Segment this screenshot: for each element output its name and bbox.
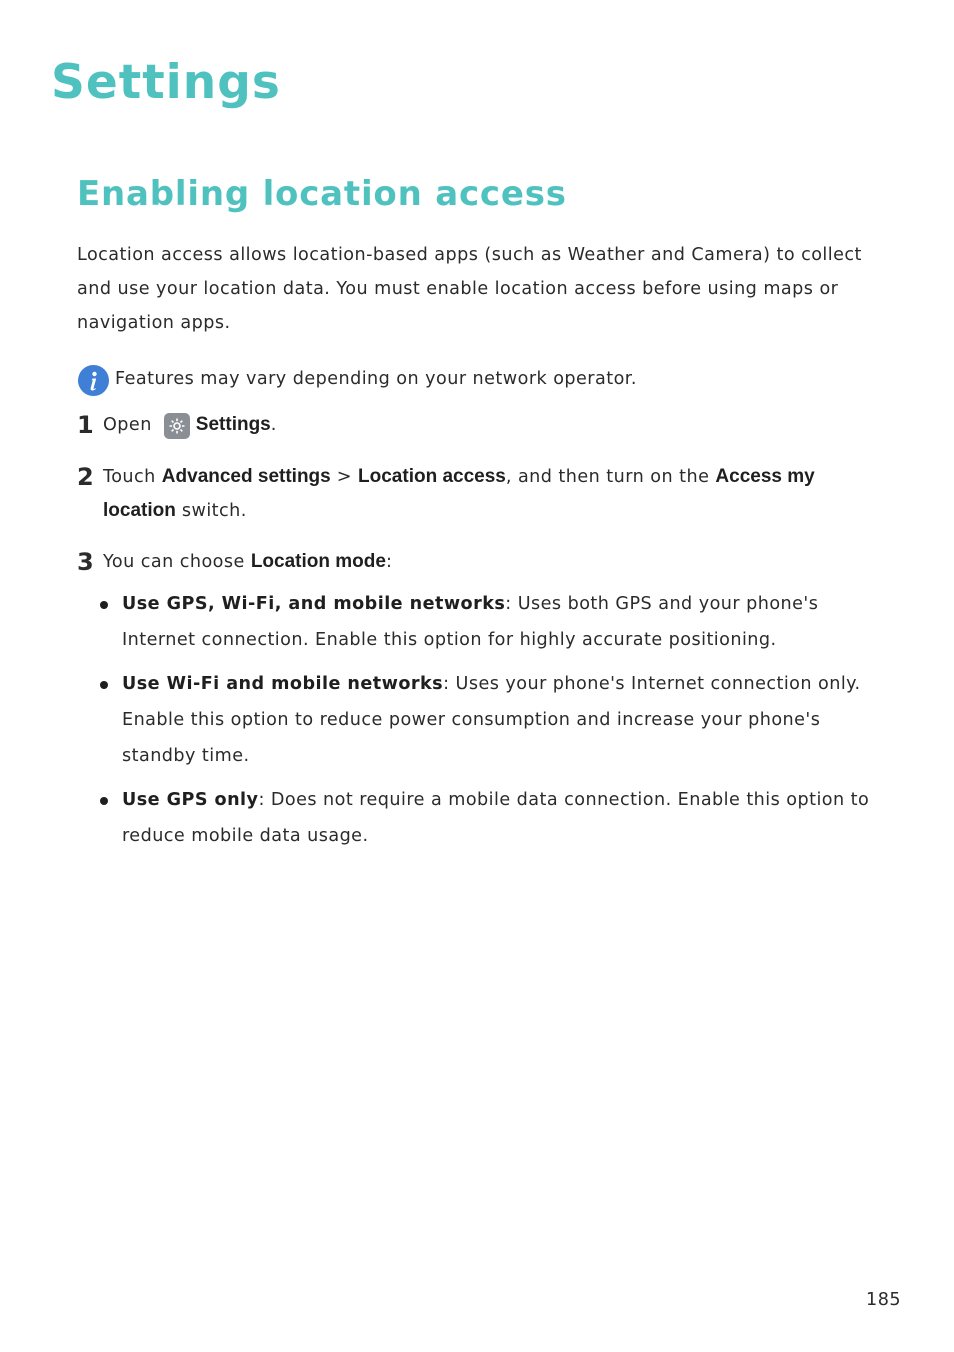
note-text: Features may vary depending on your network operator. <box>115 368 637 389</box>
path-separator: > <box>330 467 359 487</box>
mode-description: : Uses both GPS and your phone's Internet connection. Enable this option for highly accurate positioning. <box>122 594 819 650</box>
step-text <box>103 545 877 579</box>
step-2 <box>77 460 877 528</box>
list-item <box>98 782 888 854</box>
step-text-touch: Touch <box>103 467 162 487</box>
step-text-colon: : <box>385 552 393 572</box>
mode-name: Use GPS only <box>122 790 259 810</box>
chapter-title: Settings <box>51 55 281 110</box>
step-text-switch: switch. <box>175 501 247 521</box>
step-text-middle: , and then turn on the <box>505 467 716 487</box>
step-number: 2 <box>77 463 94 491</box>
step-number: 3 <box>77 548 94 576</box>
info-icon <box>78 365 109 396</box>
intro-paragraph: Location access allows location-based apps (such as Weather and Camera) to collect and use your location data. You must enable location access before using maps or navigation apps. <box>77 245 862 333</box>
step-text-choose: You can choose <box>103 552 251 572</box>
list-item <box>98 586 888 658</box>
step-3 <box>77 545 877 579</box>
mode-name: Use Wi-Fi and mobile networks <box>122 674 444 694</box>
mode-description: : Uses your phone's Internet connection only. Enable this option to reduce power consumption and increase your phone's standby time. <box>122 674 861 766</box>
step-number: 1 <box>77 411 94 439</box>
step-1 <box>77 408 877 442</box>
mode-name: Use GPS, Wi-Fi, and mobile networks <box>122 594 506 614</box>
list-item <box>98 666 888 774</box>
bullet-icon <box>100 601 108 609</box>
switch-access-my-location: Access my location <box>103 466 815 521</box>
mode-description: : Does not require a mobile data connection. Enable this option to reduce mobile data usage. <box>122 790 870 846</box>
page-number: 185 <box>866 1290 902 1310</box>
menu-advanced-settings: Advanced settings <box>161 466 331 487</box>
step-text-open: Open <box>103 415 152 435</box>
bullet-icon <box>100 681 108 689</box>
settings-app-name: Settings <box>195 414 271 435</box>
step-text <box>103 460 877 528</box>
step-text <box>103 408 877 442</box>
step-text-period: . <box>270 415 277 435</box>
location-mode-list <box>98 586 888 862</box>
menu-location-access: Location access <box>358 466 506 487</box>
settings-gear-icon <box>164 413 190 439</box>
bullet-icon <box>100 797 108 805</box>
note <box>78 365 637 396</box>
section-title: Enabling location access <box>77 174 567 214</box>
location-mode-label: Location mode <box>250 551 386 572</box>
